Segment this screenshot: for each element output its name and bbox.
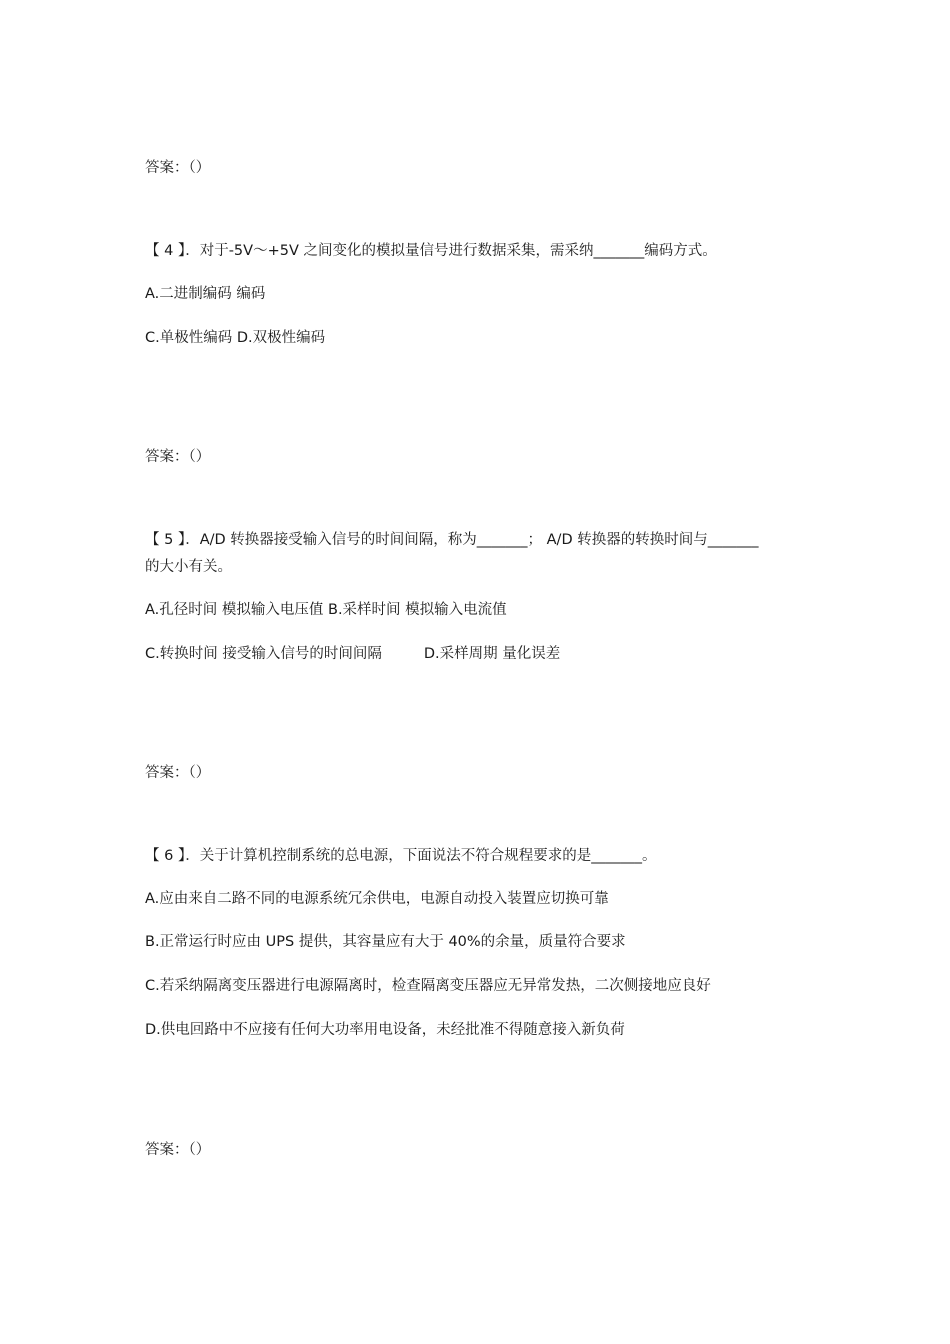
question-text: ．对于-5V～+5V 之间变化的模拟量信号进行数据采集，需采纳_______编码方式。 [185, 243, 717, 259]
question-5-option-line-2 [145, 644, 560, 664]
question-6-stem [145, 846, 656, 866]
question-number: 【 5 】 [145, 532, 186, 548]
option-d: D.采样周期 量化误差 [423, 646, 561, 662]
question-5-stem-continued: 的大小有关。 [145, 559, 232, 575]
answer-label: 答案：（） [145, 765, 211, 781]
question-4-option-line-2: C.单极性编码 D.双极性编码 [145, 330, 326, 346]
question-6-option-a: A.应由来自二路不同的电源系统冗余供电，电源自动投入装置应切换可靠 [145, 891, 609, 907]
answer-label: 答案：（） [145, 160, 211, 176]
question-6-option-c: C.若采纳隔离变压器进行电源隔离时，检查隔离变压器应无异常发热，二次侧接地应良好 [145, 978, 711, 994]
question-number: 【 4 】 [145, 243, 186, 259]
option-c: C.转换时间 接受输入信号的时间间隔 [145, 646, 382, 662]
question-6-option-d: D.供电回路中不应接有任何大功率用电设备，未经批准不得随意接入新负荷 [145, 1022, 625, 1038]
answer-label: 答案：（） [145, 1142, 211, 1158]
answer-line-q4 [145, 447, 210, 467]
answer-label: 答案：（） [145, 449, 211, 465]
question-4-stem [145, 241, 717, 261]
question-text: ．A/D 转换器接受输入信号的时间间隔，称为_______； A/D 转换器的转换时间与_______ [185, 532, 759, 548]
question-6-option-b: B.正常运行时应由 UPS 提供，其容量应有大于 40%的余量，质量符合要求 [145, 934, 626, 950]
answer-line-q6 [145, 1140, 210, 1160]
question-number: 【 6 】 [145, 848, 186, 864]
question-5-option-line-1: A.孔径时间 模拟输入电压值 B.采样时间 模拟输入电流值 [145, 602, 507, 618]
question-text: ．关于计算机控制系统的总电源，下面说法不符合规程要求的是_______。 [185, 848, 657, 864]
answer-line-q5 [145, 763, 210, 783]
question-4-option-line-1: A.二进制编码 编码 [145, 286, 266, 302]
question-5-stem [145, 530, 758, 550]
answer-line-top [145, 158, 210, 178]
